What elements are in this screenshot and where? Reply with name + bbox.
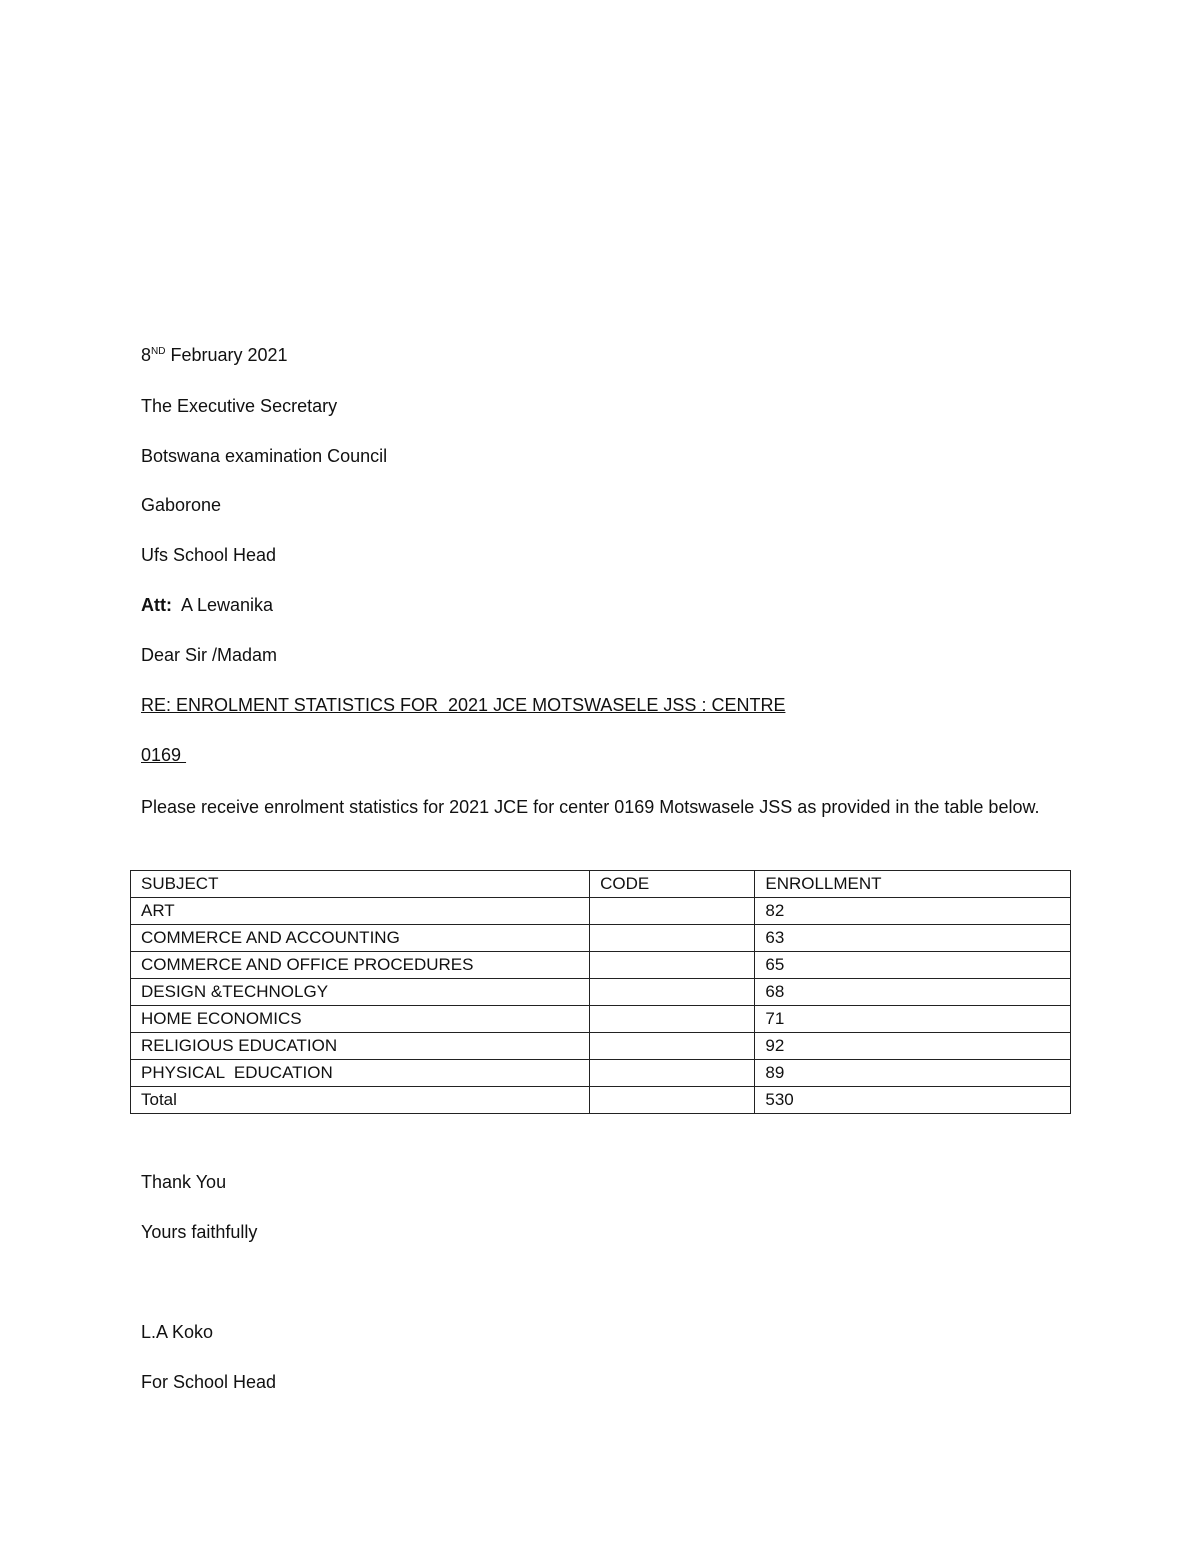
- header-code: CODE: [590, 871, 755, 898]
- closing-thanks: Thank You: [141, 1172, 227, 1192]
- cell-code: [590, 1060, 755, 1087]
- table-total-row: [131, 1087, 1071, 1114]
- body-paragraph: Please receive enrolment statistics for 2021 JCE for center 0169 Motswasele JSS as provided in the table below.: [141, 797, 1040, 817]
- table-row: [131, 925, 1071, 952]
- via-line: Ufs School Head: [141, 545, 277, 565]
- enrolment-table: [130, 870, 1071, 1114]
- header-subject: SUBJECT: [131, 871, 590, 898]
- recipient-city: Gaborone: [141, 495, 222, 515]
- signatory-role: For School Head: [141, 1372, 277, 1392]
- cell-enrollment: 89: [755, 1060, 1071, 1087]
- date-month-year: February 2021: [165, 345, 288, 365]
- cell-code: [590, 1033, 755, 1060]
- recipient-title: The Executive Secretary: [141, 396, 338, 416]
- subject-line-1: RE: ENROLMENT STATISTICS FOR 2021 JCE MOTSWASELE JSS : CENTRE: [141, 695, 786, 715]
- salutation: Dear Sir /Madam: [141, 645, 278, 665]
- table-row: [131, 1033, 1071, 1060]
- closing: Yours faithfully: [141, 1222, 258, 1242]
- date-day: 8: [141, 345, 152, 365]
- cell-enrollment: 68: [755, 979, 1071, 1006]
- attention-label: Att:: [141, 595, 172, 615]
- cell-enrollment: 92: [755, 1033, 1071, 1060]
- cell-enrollment: 63: [755, 925, 1071, 952]
- cell-enrollment: 82: [755, 898, 1071, 925]
- cell-code: [590, 898, 755, 925]
- table-row: [131, 952, 1071, 979]
- cell-subject: ART: [131, 898, 590, 925]
- letter-date: [141, 344, 288, 366]
- table-header-row: [131, 871, 1071, 898]
- cell-code: [590, 979, 755, 1006]
- cell-subject: PHYSICAL EDUCATION: [131, 1060, 590, 1087]
- subject-line-2: 0169: [141, 745, 187, 765]
- cell-subject: HOME ECONOMICS: [131, 1006, 590, 1033]
- header-enrollment: ENROLLMENT: [755, 871, 1071, 898]
- attention-name: A Lewanika: [171, 595, 274, 615]
- table-row: [131, 979, 1071, 1006]
- cell-code: [590, 925, 755, 952]
- cell-subject: Total: [131, 1087, 590, 1114]
- date-suffix: ND: [151, 346, 166, 357]
- signatory-name: L.A Koko: [141, 1322, 214, 1342]
- cell-enrollment: 65: [755, 952, 1071, 979]
- cell-subject: COMMERCE AND ACCOUNTING: [131, 925, 590, 952]
- cell-code: [590, 1006, 755, 1033]
- table-row: [131, 898, 1071, 925]
- table-row: [131, 1006, 1071, 1033]
- recipient-organization: Botswana examination Council: [141, 446, 388, 466]
- cell-code: [590, 952, 755, 979]
- cell-enrollment: 530: [755, 1087, 1071, 1114]
- cell-subject: COMMERCE AND OFFICE PROCEDURES: [131, 952, 590, 979]
- table-row: [131, 1060, 1071, 1087]
- cell-subject: RELIGIOUS EDUCATION: [131, 1033, 590, 1060]
- cell-enrollment: 71: [755, 1006, 1071, 1033]
- attention-line: [141, 594, 273, 616]
- cell-code: [590, 1087, 755, 1114]
- cell-subject: DESIGN &TECHNOLGY: [131, 979, 590, 1006]
